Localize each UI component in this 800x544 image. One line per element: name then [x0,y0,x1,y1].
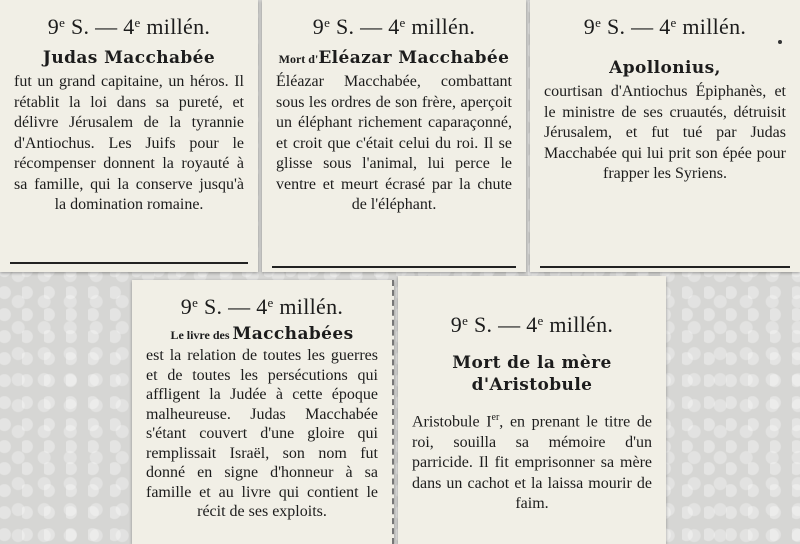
header-mid: S. — 4 [198,294,268,319]
body-name: Aristobule I [412,413,492,431]
header-mid: S. — 4 [330,14,400,39]
header-century: 9 [47,14,60,39]
header-century: 9 [180,294,193,319]
title-main: Macchabées [232,324,354,344]
card-title: Mort de la mère d'Aristobule [452,353,612,395]
card-title: Apollonius, [609,58,721,78]
header-mid: S. — 4 [468,312,538,337]
card-header [544,10,786,40]
body-sup: er [491,412,500,423]
header-millennium: millén. [273,294,344,319]
title-prefix: Le livre des [170,328,233,342]
header-mid: S. — 4 [601,14,671,39]
header-sup: e [59,15,66,30]
bottom-rule [540,266,790,268]
header-millennium: millén. [543,312,614,337]
card-header [14,10,244,40]
card-title [146,324,378,344]
card-mort-mere-aristobule [398,276,666,544]
header-sup: e [267,295,274,310]
header-sup: e [595,15,602,30]
header-sup: e [192,295,199,310]
header-sup: e [399,15,406,30]
card-header [412,308,652,338]
body-text: , en prenant le titre de roi, souilla sa mémoire d'un parricide. Il fit emprisonner sa mère dans un cachot et la laissa mourir de faim. [412,413,652,513]
bottom-rule [10,262,248,264]
card-judas-macchabee [0,0,258,272]
card-title: Judas Macchabée [42,48,216,68]
header-sup: e [324,15,331,30]
header-sup: e [537,313,544,328]
card-apollonius [530,0,800,272]
header-century: 9 [450,312,463,337]
card-mort-eleazar [262,0,526,272]
header-millennium: millén. [676,14,747,39]
title-main: Eléazar Macchabée [318,48,510,68]
title-prefix: Mort d' [278,52,319,66]
card-body: est la relation de toutes les guerres et de toutes les persécutions qui affligent la Judée à cette époque malheureuse. Judas Macchabée s'étant couvert d'une gloire qui remplissait Israël, son nom fut donné en signe d'honneur à sa famille et au livre qui contient le récit de ses exploits. [146,347,378,520]
card-header [276,10,512,40]
header-mid: S. — 4 [65,14,135,39]
card-header [146,290,378,320]
header-sup: e [670,15,677,30]
header-century: 9 [312,14,325,39]
header-sup: e [462,313,469,328]
bottom-rule [272,266,516,268]
header-millennium: millén. [140,14,211,39]
card-body: Éléazar Macchabée, combattant sous les ordres de son frère, aperçoit un éléphant richement caparaçonné, et croit que c'était celui du roi. Il se glisse sous l'animal, lui perce le ventre et meurt écrasé par la chute de l'éléphant. [276,73,512,213]
card-body [412,408,652,515]
header-millennium: millén. [405,14,476,39]
card-livre-macchabees [132,280,394,544]
card-title [276,48,512,68]
card-body: courtisan d'Antiochus Épiphanès, et le ministre de ses cruautés, détruisit Jérusalem, et fut tué par Judas Macchabée qui lui prit son épée pour frapper les Syriens. [544,83,786,182]
header-century: 9 [583,14,596,39]
card-body: fut un grand capitaine, un héros. Il rétablit la loi dans sa pureté, et délivre Jérusalem de la tyrannie d'Antiochus. Les Juifs pour le récompenser donnent la royauté à sa famille, qui la conserve jusqu'à la domination romaine. [14,73,244,213]
ink-dot [778,40,782,44]
header-sup: e [134,15,141,30]
